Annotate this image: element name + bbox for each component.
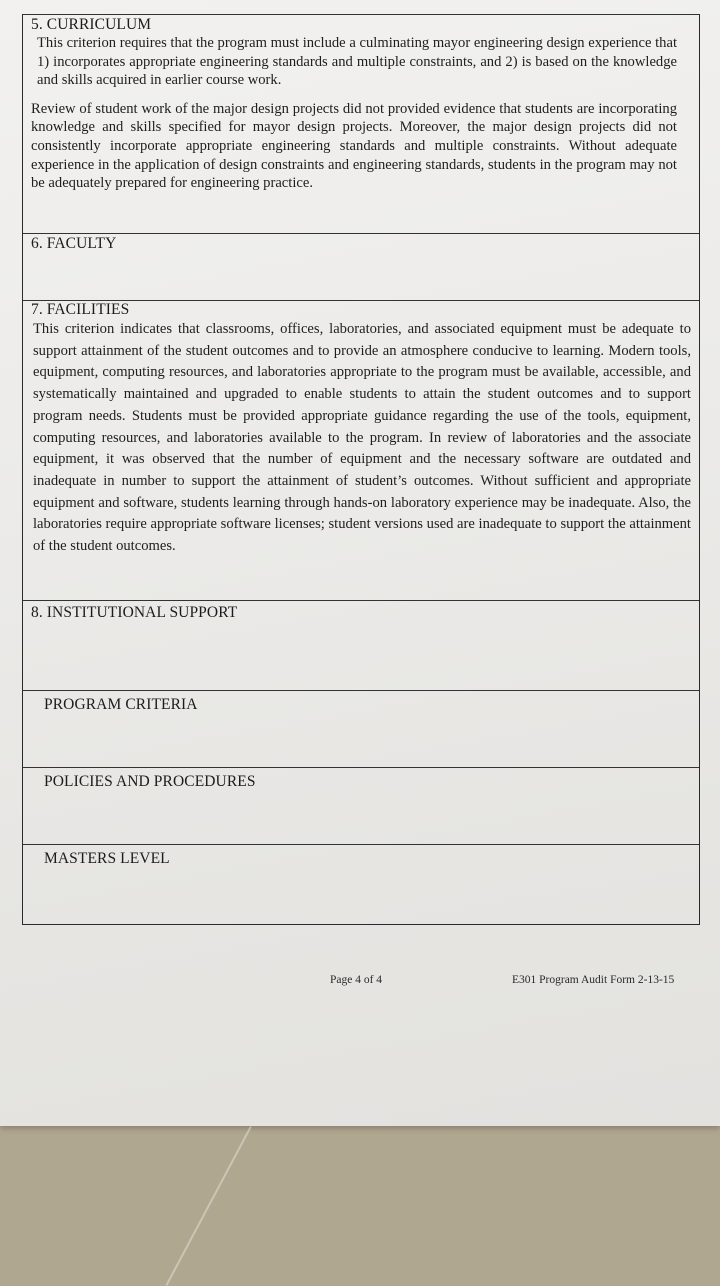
audit-form-table <box>22 14 700 925</box>
masters-level-section <box>23 844 699 924</box>
facilities-finding-text: This criterion indicates that classrooms, offices, laboratories, and associated equipment must be adequate to support attainment of the student outcomes and to provide an atmosphere conducive to learning. Modern tools, equipment, computing resources, and laboratories appropriate to the program must be available, accessible, and systematically maintained and upgraded to enable students to attain the student outcomes and to support program needs. Students must be provided appropriate guidance regarding the use of the tools, equipment, computing resources, and laboratories available to the program. In review of laboratories and the associate equipment, it was observed that the number of equipment and the necessary software are outdated and inadequate in number to support the attainment of student’s outcomes. Without sufficient and appropriate equipment and software, students learning through hands-on laboratory experience may be inadequate. Also, the laboratories require appropriate software licenses; student versions used are inadequate to support the attainment of the student outcomes. <box>33 321 691 555</box>
program-criteria-section <box>23 690 699 767</box>
curriculum-section <box>23 14 699 233</box>
curriculum-finding-text: Review of student work of the major design projects did not provided evidence that students are incorporating knowledge and skills specified for mayor design projects. Moreover, the major design projects did not consistently incorporate appropriate engineering standards and multiple constraints. Without adequate experience in the application of design constraints and engineering standards, students in the program may not be adequately prepared for engineering practice. <box>31 100 677 192</box>
facilities-section <box>23 300 699 600</box>
curriculum-criterion-text: This criterion requires that the program must include a culminating mayor engineering design experience that 1) incorporates appropriate engineering standards and multiple constraints, and 2) is based on the knowledge and skills acquired in earlier course work. <box>37 35 677 89</box>
form-identifier: E301 Program Audit Form 2-13-15 <box>512 974 675 986</box>
policies-section <box>23 767 699 844</box>
faculty-heading: 6. FACULTY <box>31 235 117 252</box>
masters-level-heading: MASTERS LEVEL <box>44 850 170 867</box>
floor-seam <box>165 1126 251 1286</box>
program-criteria-heading: PROGRAM CRITERIA <box>44 696 198 713</box>
policies-heading: POLICIES AND PROCEDURES <box>44 773 256 790</box>
faculty-section <box>23 233 699 300</box>
institutional-support-heading: 8. INSTITUTIONAL SUPPORT <box>31 604 238 621</box>
facilities-heading: 7. FACILITIES <box>31 301 130 318</box>
institutional-support-section <box>23 600 699 690</box>
curriculum-heading: 5. CURRICULUM <box>31 16 152 33</box>
page-number: Page 4 of 4 <box>330 974 383 986</box>
